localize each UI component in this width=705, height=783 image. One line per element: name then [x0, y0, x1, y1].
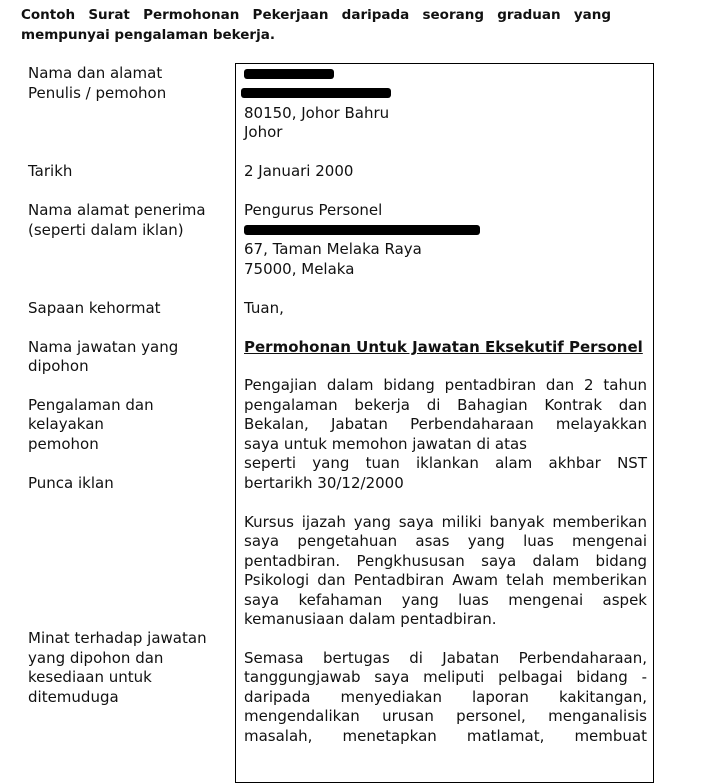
document-title: Contoh Surat Permohonan Pekerjaan daripada seorang graduan yang mempunyai pengalaman bekerja.	[21, 7, 611, 43]
recipient-title: Pengurus Personel	[244, 201, 383, 219]
label-position-line2: dipohon	[28, 357, 89, 375]
label-experience-line1: Pengalaman dan	[28, 396, 154, 414]
para2-line: Psikologi dan Pentadbiran Awam telah memberikan	[244, 571, 647, 589]
para1-line: Pengajian dalam bidang pentadbiran dan 2 tahun	[244, 376, 647, 394]
label-recipient-line1: Nama alamat penerima	[28, 201, 206, 219]
salutation: Tuan,	[244, 299, 284, 317]
para3-line: daripada menyediakan laporan kakitangan,	[244, 688, 647, 706]
para2-line: saya kefahaman yang luas mengenai aspek	[244, 591, 647, 609]
recipient-address-line: 75000, Melaka	[244, 260, 355, 278]
para2-line: saya pengetahuan asas yang luas mengenai	[244, 532, 647, 550]
writer-address-line: 80150, Johor Bahru	[244, 104, 390, 122]
label-experience-line3: pemohon	[28, 435, 99, 453]
redaction-mark	[244, 225, 480, 235]
letter-subject: Permohonan Untuk Jawatan Eksekutif Personel	[244, 338, 643, 356]
para3-line: Semasa bertugas di Jabatan Perbendaharaan,	[244, 649, 647, 667]
para1-line: bertarikh 30/12/2000	[244, 474, 404, 492]
label-interest-line1: Minat terhadap jawatan	[28, 629, 207, 647]
label-interest-line3: kesediaan untuk	[28, 668, 152, 686]
label-writer-line2: Penulis / pemohon	[28, 84, 167, 102]
label-position-line1: Nama jawatan yang	[28, 338, 179, 356]
para1-line: saya untuk memohon jawatan di atas	[244, 435, 527, 453]
para2-line: Kursus ijazah yang saya miliki banyak memberikan	[244, 513, 647, 531]
writer-address-line: Johor	[244, 123, 283, 141]
para3-line: mengendalikan urusan personel, menganalisis	[244, 707, 647, 725]
label-ad-source: Punca iklan	[28, 474, 114, 492]
para1-line: seperti yang tuan iklankan alam akhbar NST	[244, 454, 647, 472]
label-writer-line1: Nama dan alamat	[28, 64, 163, 82]
label-interest-line4: ditemuduga	[28, 688, 119, 706]
label-interest-line2: yang dipohon dan	[28, 649, 164, 667]
para3-line: masalah, menetapkan matlamat, membuat	[244, 727, 647, 745]
label-experience-line2: kelayakan	[28, 415, 104, 433]
label-recipient-line2: (seperti dalam iklan)	[28, 221, 184, 239]
para2-line: kemanusiaan dalam pentadbiran.	[244, 610, 497, 628]
para1-line: Bekalan, Jabatan Perbendaharaan melayakkan	[244, 415, 647, 433]
label-salutation: Sapaan kehormat	[28, 299, 161, 317]
para1-line: pengalaman bekerja di Bahagian Kontrak dan	[244, 396, 647, 414]
para3-line: tanggungjawab saya meliputi pelbagai bidang -	[244, 668, 647, 686]
label-date: Tarikh	[28, 162, 73, 180]
redaction-mark	[244, 69, 334, 79]
letter-date: 2 Januari 2000	[244, 162, 354, 180]
redaction-mark	[241, 88, 391, 98]
para2-line: pentadbiran. Pengkhususan saya dalam bidang	[244, 552, 647, 570]
recipient-address-line: 67, Taman Melaka Raya	[244, 240, 422, 258]
